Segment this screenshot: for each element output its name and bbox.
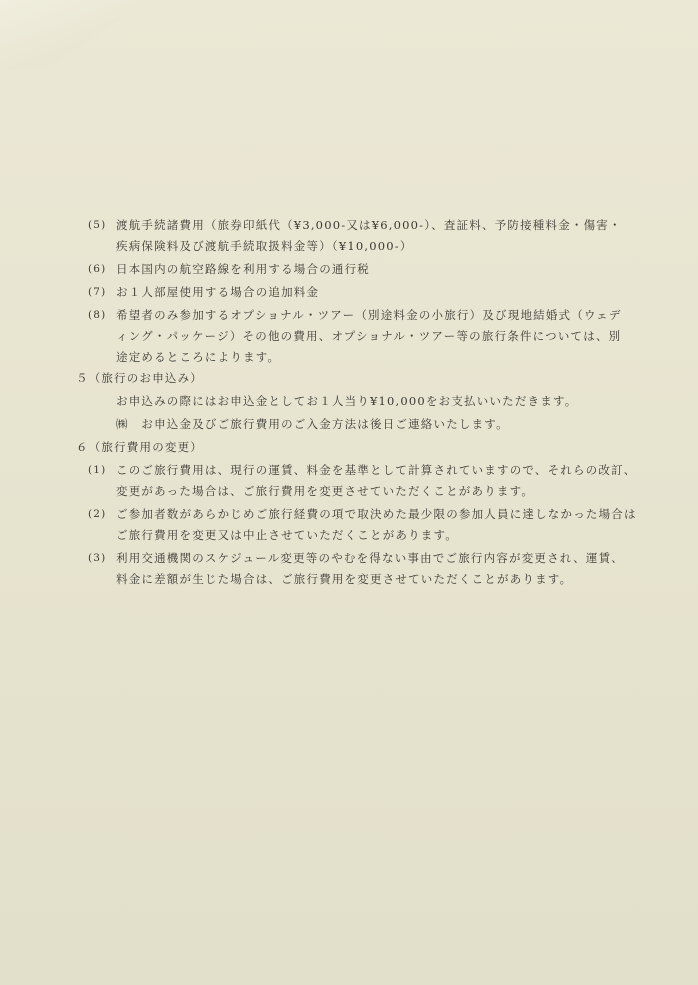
paper-fold bbox=[0, 0, 150, 70]
list-item bbox=[88, 305, 650, 368]
list-item bbox=[88, 548, 650, 590]
item-line: 日本国内の航空路線を利用する場合の通行税 bbox=[116, 262, 370, 276]
section-heading: ６（旅行費用の変更） bbox=[76, 440, 203, 454]
list-item bbox=[88, 259, 650, 280]
item-line: 疾病保険料及び渡航手続取扱料金等）（¥10,000-） bbox=[116, 239, 413, 253]
item-line: 利用交通機関のスケジュール変更等のやむを得ない事由でご旅行内容が変更され、運賃、 bbox=[116, 551, 624, 565]
item-number: (6) bbox=[88, 263, 107, 275]
item-text bbox=[116, 215, 650, 257]
item-number: (8) bbox=[88, 309, 107, 321]
item-line: ご旅行費用を変更又は中止させていただくことがあります。 bbox=[116, 528, 458, 542]
item-line: 希望者のみ参加するオプショナル・ツアー（別途料金の小旅行）及び現地結婚式（ウェデ bbox=[116, 308, 622, 322]
list-item bbox=[88, 282, 650, 303]
item-line: 渡航手続諸費用（旅券印紙代（¥3,000-又は¥6,000-）、査証料、予防接種料金・傷害・ bbox=[116, 218, 622, 232]
item-number: (1) bbox=[88, 464, 107, 476]
item-text bbox=[116, 305, 650, 368]
section-note: ㈱ お申込金及びご旅行費用のご入金方法は後日ご連絡いたします。 bbox=[116, 417, 509, 431]
item-line: このご旅行費用は、現行の運賃、料金を基準として計算されていますので、それらの改訂、 bbox=[116, 463, 637, 477]
list-item bbox=[88, 504, 650, 546]
item-number: (2) bbox=[88, 508, 107, 520]
item-number: (7) bbox=[88, 286, 107, 298]
item-text bbox=[116, 548, 650, 590]
item-number: (5) bbox=[88, 219, 107, 231]
item-line: 途定めるところによります。 bbox=[116, 350, 281, 364]
item-number: (3) bbox=[88, 552, 107, 564]
list-item bbox=[88, 215, 650, 257]
list-item bbox=[88, 460, 650, 502]
item-line: ィング・パッケージ）その他の費用、オプショナル・ツアー等の旅行条件については、別 bbox=[116, 329, 622, 343]
section-text: お申込みの際にはお申込金としてお１人当り¥10,000をお支払いいただきます。 bbox=[116, 394, 578, 408]
section-heading: ５（旅行のお申込み） bbox=[76, 371, 203, 385]
item-text bbox=[116, 282, 650, 303]
item-text bbox=[116, 460, 650, 502]
item-line: ご参加者数があらかじめご旅行経費の項で取決めた最少限の参加人員に達しなかった場合は bbox=[116, 507, 637, 521]
item-line: お１人部屋使用する場合の追加料金 bbox=[116, 285, 320, 299]
item-line: 料金に差額が生じた場合は、ご旅行費用を変更させていただくことがあります。 bbox=[116, 572, 573, 586]
item-text bbox=[116, 504, 650, 546]
item-text bbox=[116, 259, 650, 280]
item-line: 変更があった場合は、ご旅行費用を変更させていただくことがあります。 bbox=[116, 484, 535, 498]
document-content bbox=[70, 215, 650, 590]
